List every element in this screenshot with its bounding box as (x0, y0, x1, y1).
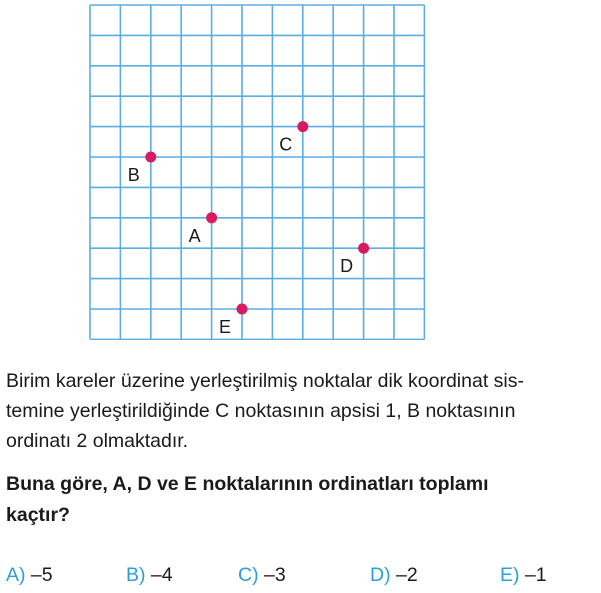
question-prompt (6, 469, 598, 531)
option-b-letter: B) (126, 564, 146, 586)
point-c-label: C (279, 134, 293, 155)
question-line-1: Birim kareler üzerine yerleştirilmiş noktalar dik koordinat sis- (6, 370, 524, 392)
option-c[interactable] (238, 561, 286, 589)
option-e-letter: E) (500, 564, 520, 586)
point-b-label: B (127, 165, 140, 185)
option-a[interactable] (6, 561, 53, 589)
question-line-2: temine yerleştirildiğinde C noktasının apsisi 1, B noktasının (6, 400, 516, 422)
option-d-letter: D) (370, 564, 391, 586)
option-a-value: –5 (30, 564, 53, 586)
option-d-value: –2 (396, 564, 418, 586)
answer-options (6, 561, 598, 589)
option-c-letter: C) (238, 564, 259, 586)
point-e-dot (237, 304, 248, 315)
option-b[interactable] (126, 561, 173, 589)
point-d-label: D (340, 256, 354, 277)
option-a-letter: A) (6, 564, 26, 586)
question-prompt-line-2: kaçtır? (6, 504, 70, 526)
option-e[interactable] (500, 561, 547, 589)
point-a-dot (206, 212, 217, 223)
option-e-value: –1 (524, 564, 547, 586)
point-b-dot (145, 152, 156, 163)
grid-lines (90, 5, 424, 339)
option-d[interactable] (370, 561, 418, 589)
question-statement (6, 366, 598, 456)
question-line-3: ordinatı 2 olmaktadır. (6, 430, 189, 452)
option-b-value: –4 (150, 564, 173, 586)
option-c-value: –3 (264, 564, 286, 586)
question-prompt-line-1: Buna göre, A, D ve E noktalarının ordinatları toplamı (6, 473, 489, 495)
point-d-dot (358, 243, 369, 254)
point-e-label: E (218, 317, 232, 337)
point-a-label: A (188, 225, 201, 246)
point-c-dot (297, 121, 308, 132)
